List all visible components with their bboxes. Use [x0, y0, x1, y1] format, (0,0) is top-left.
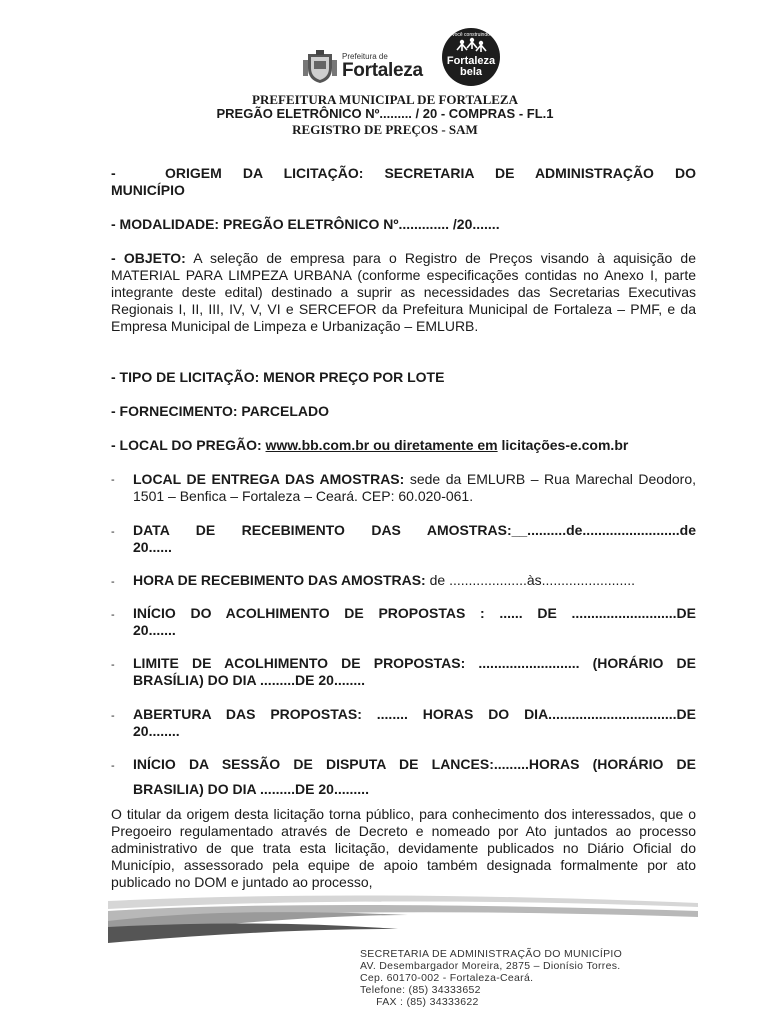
header-line1: PREFEITURA MUNICIPAL DE FORTALEZA — [252, 92, 518, 107]
limite-acolhimento: LIMITE DE ACOLHIMENTO DE PROPOSTAS: .......................... (HORÁRIO DE — [133, 655, 696, 671]
abertura-propostas-cont: 20........ — [133, 723, 180, 739]
data-recebimento: DATA DE RECEBIMENTO DAS AMOSTRAS:__..........de.........................de — [133, 522, 696, 538]
city-crest-icon — [302, 50, 338, 84]
origem-label-cont: MUNICÍPIO — [111, 182, 185, 198]
inicio-acolhimento: INÍCIO DO ACOLHIMENTO DE PROPOSTAS : ...... DE ...........................DE — [133, 605, 696, 621]
footer-line5: FAX : (85) 34333622 — [360, 996, 479, 1008]
entrega-text: sede da EMLURB – Rua Marechal Deodoro, 1501 – Benfica – Fortaleza – Ceará. CEP: 60.020-061. — [133, 471, 696, 504]
header-line3: REGISTRO DE PREÇOS - SAM — [292, 122, 478, 137]
badge-line1: Fortaleza — [446, 55, 496, 67]
origem-dash: - — [111, 165, 116, 181]
abertura-bullet: - — [111, 710, 115, 722]
footer-swoosh-graphic — [108, 893, 698, 951]
sessao-bullet: - — [111, 760, 115, 772]
local-pregao-link[interactable]: www.bb.com.br ou diretamente em — [265, 437, 498, 453]
local-pregao-rest: licitações-e.com.br — [497, 437, 629, 453]
objeto — [111, 250, 696, 335]
local-entrega — [133, 471, 696, 505]
sessao-disputa: INÍCIO DA SESSÃO DE DISPUTA DE LANCES:.........HORAS (HORÁRIO DE — [133, 756, 696, 772]
local-pregao — [111, 437, 696, 454]
footer-address — [360, 948, 622, 1008]
prefeitura-logo-small: Prefeitura de — [342, 52, 388, 61]
local-pregao-label: - LOCAL DO PREGÃO: — [111, 437, 266, 453]
entrega-label: LOCAL DE ENTREGA DAS AMOSTRAS: — [133, 471, 405, 487]
hora-text: de ....................às........................ — [425, 572, 636, 588]
inicio-acolhimento-cont: 20....... — [133, 622, 176, 638]
fortaleza-bela-badge — [442, 28, 500, 86]
prefeitura-logo — [302, 46, 426, 90]
origem-label: ORIGEM DA LICITAÇÃO: SECRETARIA DE ADMINISTRAÇÃO DO — [165, 165, 696, 181]
objeto-label: - OBJETO: — [111, 250, 186, 266]
badge-line2: bela — [459, 66, 482, 78]
abertura-propostas: ABERTURA DAS PROPOSTAS: ........ HORAS DO DIA.................................DE — [133, 706, 696, 722]
tipo-licitacao: - TIPO DE LICITAÇÃO: MENOR PREÇO POR LOTE — [111, 369, 445, 385]
data-recebimento-cont: 20...... — [133, 539, 172, 555]
data-bullet: - — [111, 526, 115, 538]
modalidade: - MODALIDADE: PREGÃO ELETRÔNICO Nº............. /20....... — [111, 216, 500, 232]
limite-acolhimento-cont: BRASÍLIA) DO DIA .........DE 20........ — [133, 672, 366, 688]
intro-paragraph: O titular da origem desta licitação torna público, para conhecimento dos interessados, que o Pregoeiro regulamentado através de Decreto e nomeado por Ato juntados ao processo administrativo de que trata esta licitação, devidamente publicados no Diário Oficial do Município, assessorado pela equipe de apoio também designada formalmente por ato publicado no DOM e juntado ao processo, — [111, 806, 696, 890]
footer-line2: AV. Desembargador Moreira, 2875 – Dionísio Torres. — [360, 960, 621, 972]
hora-recebimento — [133, 572, 696, 589]
badge-top-text: você construindo — [452, 32, 490, 38]
fornecimento: - FORNECIMENTO: PARCELADO — [111, 403, 330, 419]
hora-label: HORA DE RECEBIMENTO DAS AMOSTRAS: — [133, 572, 426, 588]
footer-line3: Cep. 60170-002 - Fortaleza-Ceará. — [360, 972, 534, 984]
limite-bullet: - — [111, 659, 115, 671]
prefeitura-logo-name: Fortaleza — [342, 60, 423, 81]
sessao-disputa-cont: BRASILIA) DO DIA .........DE 20......... — [133, 781, 369, 797]
hora-bullet: - — [111, 576, 115, 588]
inicio-bullet: - — [111, 609, 115, 621]
footer-line1: SECRETARIA DE ADMINISTRAÇÃO DO MUNICÍPIO — [360, 948, 623, 960]
objeto-text: A seleção de empresa para o Registro de Preços visando à aquisição de MATERIAL PARA LIMPEZA URBANA (conforme especificações contidas no Anexo I, parte integrante deste edital) destinado a suprir as necessidades das Secretarias Executivas Regionais I, II, III, IV, V, VI e SERCEFOR da Prefeitura Municipal de Fortaleza – PMF, e da Empresa Municipal de Limpeza e Urbanização – EMLURB. — [111, 250, 696, 334]
entrega-bullet: - — [111, 474, 115, 486]
header-line2: PREGÃO ELETRÔNICO Nº......... / 20 - COMPRAS - FL.1 — [216, 106, 554, 121]
header-logos — [0, 28, 770, 90]
footer-line4: Telefone: (85) 34333652 — [360, 984, 481, 996]
